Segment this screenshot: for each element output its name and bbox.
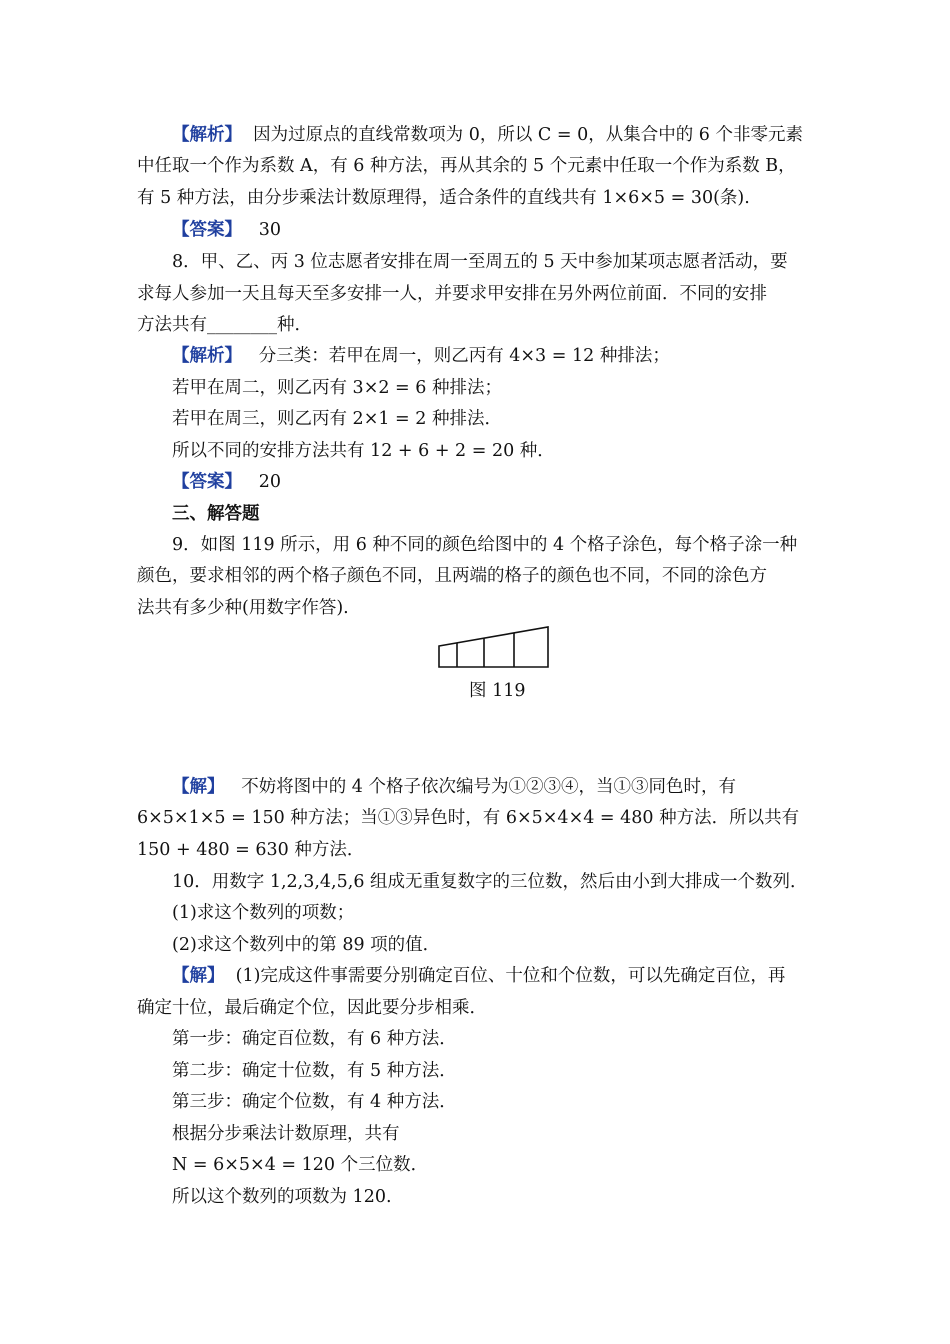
q9-solution-label: 【解】 (172, 777, 225, 797)
q8-analysis-text: 分三类：若甲在周一，则乙丙有 4×3 = 12 种排法； (258, 346, 670, 366)
figure-caption: 图 119 (469, 681, 526, 701)
q8-analysis-line-3: 若甲在周三，则乙丙有 2×1 = 2 种排法． (172, 409, 502, 429)
q8-analysis-line-4: 所以不同的安排方法共有 12 + 6 + 2 = 20 种． (172, 441, 555, 461)
figure-119-grid (436, 624, 554, 670)
q7-answer-label: 【答案】 (172, 220, 242, 240)
q9-solution-line-2: 6×5×1×5 = 150 种方法；当①③异色时，有 6×5×4×4 = 480 种方法．所以共有 (137, 808, 800, 828)
q9-solution-line-3: 150 + 480 = 630 种方法． (137, 840, 365, 860)
q8-analysis-line-1 (172, 341, 670, 371)
q10-question-line-2: (1)求这个数列的项数； (172, 903, 355, 923)
q8-answer-line (172, 467, 281, 497)
q10-question-line-3: (2)求这个数列中的第 89 项的值． (172, 935, 441, 955)
q10-question-line-1: 10．用数字 1,2,3,4,5,6 组成无重复数字的三位数，然后由小到大排成一个数列． (172, 872, 808, 892)
q10-solution-line-8: 所以这个数列的项数为 120. (172, 1187, 392, 1207)
q10-solution-line-6: 根据分步乘法计数原理，共有 (172, 1124, 400, 1144)
q9-question-line-1: 9．如图 119 所示，用 6 种不同的颜色给图中的 4 个格子涂色，每个格子涂一种 (172, 535, 798, 555)
q9-solution-text: 不妨将图中的 4 个格子依次编号为①②③④，当①③同色时，有 (241, 777, 736, 797)
q8-question-line-3: 方法共有________种． (137, 315, 312, 335)
q7-analysis-line-1 (172, 120, 803, 150)
q10-solution-line-5: 第三步：确定个位数，有 4 种方法． (172, 1092, 457, 1112)
q7-answer-value: 30 (258, 220, 281, 240)
q7-analysis-text: 因为过原点的直线常数项为 0，所以 C = 0，从集合中的 6 个非零元素 (253, 125, 803, 145)
q10-solution-line-2: 确定十位，最后确定个位，因此要分步相乘． (137, 998, 487, 1018)
q10-solution-line-1 (172, 961, 785, 991)
q8-answer-value: 20 (258, 472, 281, 492)
q7-answer-line (172, 215, 281, 245)
q10-solution-line-4: 第二步：确定十位数，有 5 种方法． (172, 1061, 457, 1081)
q10-solution-line-3: 第一步：确定百位数，有 6 种方法． (172, 1029, 457, 1049)
section-title: 三、解答题 (172, 504, 260, 524)
q8-answer-label: 【答案】 (172, 472, 242, 492)
q8-question-line-2: 求每人参加一天且每天至多安排一人，并要求甲安排在另外两位前面．不同的安排 (137, 284, 767, 304)
q9-question-line-2: 颜色，要求相邻的两个格子颜色不同，且两端的格子的颜色也不同，不同的涂色方 (137, 566, 767, 586)
q8-analysis-line-2: 若甲在周二，则乙丙有 3×2 = 6 种排法； (172, 378, 502, 398)
q7-analysis-label: 【解析】 (172, 125, 242, 145)
q10-solution-line-7: N = 6×5×4 = 120 个三位数． (172, 1155, 429, 1175)
q10-solution-text: (1)完成这件事需要分别确定百位、十位和个位数，可以先确定百位，再 (235, 966, 786, 986)
figure-outline (439, 627, 548, 667)
q7-analysis-line-3: 有 5 种方法，由分步乘法计数原理得，适合条件的直线共有 1×6×5 = 30(条). (137, 188, 750, 208)
q10-solution-label: 【解】 (172, 966, 225, 986)
q9-solution-line-1 (172, 772, 736, 802)
q7-analysis-line-2: 中任取一个作为系数 A，有 6 种方法，再从其余的 5 个元素中任取一个作为系数 B， (137, 156, 796, 176)
q9-question-line-3: 法共有多少种(用数字作答). (137, 598, 349, 618)
q8-analysis-label: 【解析】 (172, 346, 242, 366)
q8-question-line-1: 8．甲、乙、丙 3 位志愿者安排在周一至周五的 5 天中参加某项志愿者活动，要 (172, 252, 788, 272)
